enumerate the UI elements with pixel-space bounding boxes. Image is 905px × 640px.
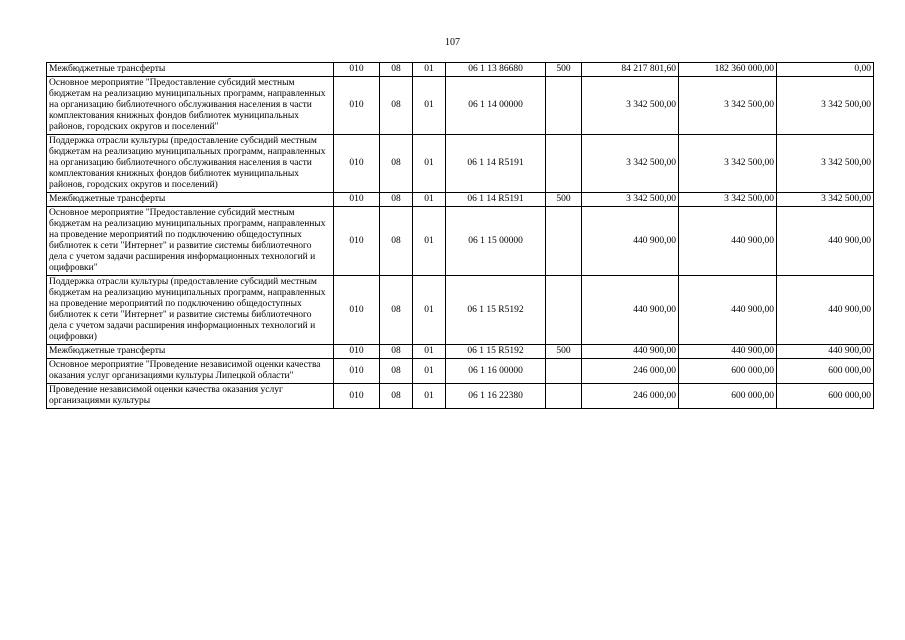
table-row: [47, 135, 874, 193]
row-name: Основное мероприятие "Предоставление субсидий местным бюджетам на реализацию муниципальных программ, направленных на проведение мероприятий по подключению общедоступных библиотек к сети "Интернет" и развитие системы библиотечного дела с учетом задачи расширения информационных технологий и оцифровки": [47, 207, 334, 276]
target-code: 06 1 13 86680: [446, 63, 546, 77]
row-name: Основное мероприятие "Проведение независимой оценки качества оказания услуг организациями культуры Липецкой области": [47, 359, 334, 384]
amount-3: 600 000,00: [777, 359, 874, 384]
expense-type-code: 500: [546, 63, 582, 77]
subsection-code: 01: [413, 77, 446, 135]
admin-code: 010: [334, 135, 380, 193]
subsection-code: 01: [413, 384, 446, 409]
amount-1: 440 900,00: [582, 345, 679, 359]
row-name: Межбюджетные трансферты: [47, 345, 334, 359]
section-code: 08: [380, 77, 413, 135]
section-code: 08: [380, 63, 413, 77]
target-code: 06 1 14 00000: [446, 77, 546, 135]
amount-2: 600 000,00: [679, 384, 777, 409]
subsection-code: 01: [413, 359, 446, 384]
table-row: [47, 359, 874, 384]
expense-type-code: [546, 207, 582, 276]
amount-1: 3 342 500,00: [582, 193, 679, 207]
admin-code: 010: [334, 345, 380, 359]
budget-table: [46, 62, 874, 409]
expense-type-code: [546, 384, 582, 409]
table-row: [47, 193, 874, 207]
admin-code: 010: [334, 359, 380, 384]
amount-1: 440 900,00: [582, 207, 679, 276]
expense-type-code: 500: [546, 345, 582, 359]
expense-type-code: [546, 276, 582, 345]
target-code: 06 1 14 R5191: [446, 135, 546, 193]
amount-1: 3 342 500,00: [582, 135, 679, 193]
amount-2: 3 342 500,00: [679, 135, 777, 193]
amount-1: 246 000,00: [582, 384, 679, 409]
subsection-code: 01: [413, 345, 446, 359]
amount-3: 3 342 500,00: [777, 77, 874, 135]
amount-1: 246 000,00: [582, 359, 679, 384]
section-code: 08: [380, 276, 413, 345]
row-name: Межбюджетные трансферты: [47, 63, 334, 77]
subsection-code: 01: [413, 63, 446, 77]
row-name: Межбюджетные трансферты: [47, 193, 334, 207]
subsection-code: 01: [413, 193, 446, 207]
page-number: 107: [445, 37, 460, 48]
amount-3: 0,00: [777, 63, 874, 77]
table-row: [47, 384, 874, 409]
amount-3: 3 342 500,00: [777, 193, 874, 207]
amount-2: 3 342 500,00: [679, 193, 777, 207]
expense-type-code: 500: [546, 193, 582, 207]
section-code: 08: [380, 193, 413, 207]
row-name: Проведение независимой оценки качества оказания услуг организациями культуры: [47, 384, 334, 409]
table-row: [47, 63, 874, 77]
subsection-code: 01: [413, 207, 446, 276]
target-code: 06 1 15 R5192: [446, 276, 546, 345]
target-code: 06 1 14 R5191: [446, 193, 546, 207]
table-row: [47, 345, 874, 359]
amount-3: 440 900,00: [777, 207, 874, 276]
admin-code: 010: [334, 77, 380, 135]
amount-2: 440 900,00: [679, 276, 777, 345]
amount-1: 3 342 500,00: [582, 77, 679, 135]
amount-2: 3 342 500,00: [679, 77, 777, 135]
subsection-code: 01: [413, 135, 446, 193]
row-name: Поддержка отрасли культуры (предоставление субсидий местным бюджетам на реализацию муниципальных программ, направленных на организацию библиотечного обслуживания населения в части комплектования книжных фондов библиотек муниципальных районов, городских округов и поселений): [47, 135, 334, 193]
amount-3: 440 900,00: [777, 345, 874, 359]
amount-1: 440 900,00: [582, 276, 679, 345]
admin-code: 010: [334, 63, 380, 77]
amount-2: 440 900,00: [679, 207, 777, 276]
table-row: [47, 207, 874, 276]
row-name: Основное мероприятие "Предоставление субсидий местным бюджетам на реализацию муниципальных программ, направленных на организацию библиотечного обслуживания населения в части комплектования книжных фондов библиотек муниципальных районов, городских округов и поселений": [47, 77, 334, 135]
amount-2: 440 900,00: [679, 345, 777, 359]
admin-code: 010: [334, 193, 380, 207]
section-code: 08: [380, 345, 413, 359]
table-row: [47, 276, 874, 345]
admin-code: 010: [334, 207, 380, 276]
amount-1: 84 217 801,60: [582, 63, 679, 77]
target-code: 06 1 16 22380: [446, 384, 546, 409]
expense-type-code: [546, 77, 582, 135]
expense-type-code: [546, 359, 582, 384]
section-code: 08: [380, 135, 413, 193]
admin-code: 010: [334, 384, 380, 409]
amount-3: 600 000,00: [777, 384, 874, 409]
table-row: [47, 77, 874, 135]
target-code: 06 1 16 00000: [446, 359, 546, 384]
target-code: 06 1 15 R5192: [446, 345, 546, 359]
section-code: 08: [380, 359, 413, 384]
amount-2: 182 360 000,00: [679, 63, 777, 77]
subsection-code: 01: [413, 276, 446, 345]
amount-3: 3 342 500,00: [777, 135, 874, 193]
admin-code: 010: [334, 276, 380, 345]
amount-3: 440 900,00: [777, 276, 874, 345]
expense-type-code: [546, 135, 582, 193]
section-code: 08: [380, 384, 413, 409]
section-code: 08: [380, 207, 413, 276]
row-name: Поддержка отрасли культуры (предоставление субсидий местным бюджетам на реализацию муниципальных программ, направленных на проведение мероприятий по подключению общедоступных библиотек к сети "Интернет" и развитие системы библиотечного дела с учетом задачи расширения информационных технологий и оцифровки): [47, 276, 334, 345]
amount-2: 600 000,00: [679, 359, 777, 384]
target-code: 06 1 15 00000: [446, 207, 546, 276]
